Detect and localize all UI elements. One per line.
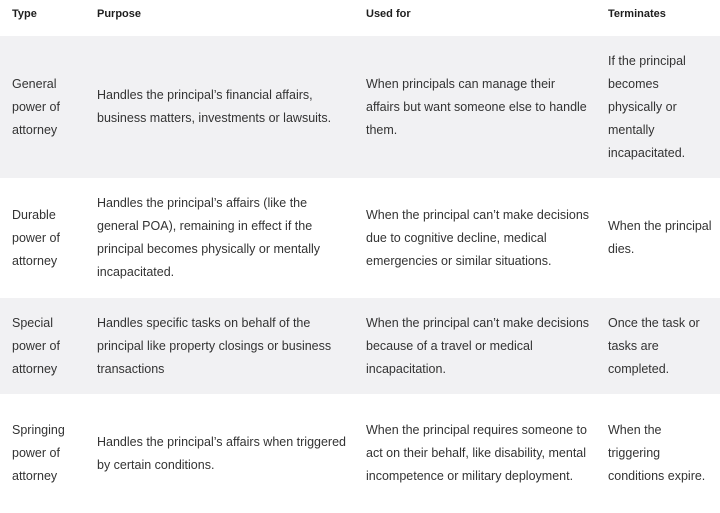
table-header-row — [0, 0, 720, 36]
cell-terminates — [608, 298, 713, 394]
cell-purpose — [97, 178, 347, 298]
cell-used-for-text: When the principal can’t make decisions because of a travel or medical incapacitation. — [366, 315, 590, 376]
cell-terminates-text: Once the task or tasks are completed. — [608, 315, 700, 376]
cell-purpose-text: Handles the principal’s affairs (like the general POA), remaining in effect if the principal becomes physically or mentally incapacitated. — [97, 196, 321, 279]
cell-used-for — [366, 394, 591, 513]
header-used-for: Used for — [366, 8, 411, 20]
cell-type — [12, 298, 82, 394]
cell-type-text: Special power of attorney — [12, 315, 60, 376]
table-row — [0, 298, 720, 394]
cell-terminates-text: If the principal becomes physically or mentally incapacitated. — [608, 53, 686, 160]
cell-purpose — [97, 394, 347, 513]
cell-terminates-text: When the principal dies. — [608, 219, 712, 256]
header-type: Type — [12, 8, 37, 20]
cell-used-for-text: When the principal requires someone to act on their behalf, like disability, mental incompetence or military deployment. — [366, 423, 587, 483]
cell-terminates — [608, 36, 713, 178]
table-row — [0, 394, 720, 513]
table-row — [0, 178, 720, 298]
cell-type — [12, 36, 82, 178]
cell-terminates — [608, 178, 713, 298]
cell-used-for — [366, 178, 591, 298]
cell-type-text: Durable power of attorney — [12, 207, 60, 268]
cell-terminates — [608, 394, 713, 513]
cell-purpose — [97, 298, 347, 394]
header-terminates: Terminates — [608, 8, 666, 20]
cell-type — [12, 178, 82, 298]
cell-type — [12, 394, 82, 513]
cell-used-for-text: When the principal can’t make decisions due to cognitive decline, medical emergencies or similar situations. — [366, 207, 590, 268]
cell-type-text: General power of attorney — [12, 76, 60, 137]
table-row — [0, 36, 720, 178]
cell-purpose-text: Handles the principal’s financial affairs, business matters, investments or lawsuits. — [97, 88, 332, 125]
header-purpose: Purpose — [97, 8, 142, 20]
cell-type-text: Springing power of attorney — [12, 423, 65, 483]
cell-purpose — [97, 36, 347, 178]
cell-used-for — [366, 36, 591, 178]
cell-purpose-text: Handles specific tasks on behalf of the principal like property closings or business transactions — [97, 315, 332, 376]
cell-used-for — [366, 298, 591, 394]
cell-terminates-text: When the triggering conditions expire. — [608, 423, 706, 483]
cell-purpose-text: Handles the principal’s affairs when triggered by certain conditions. — [97, 434, 346, 472]
cell-used-for-text: When principals can manage their affairs but want someone else to handle them. — [366, 76, 587, 137]
